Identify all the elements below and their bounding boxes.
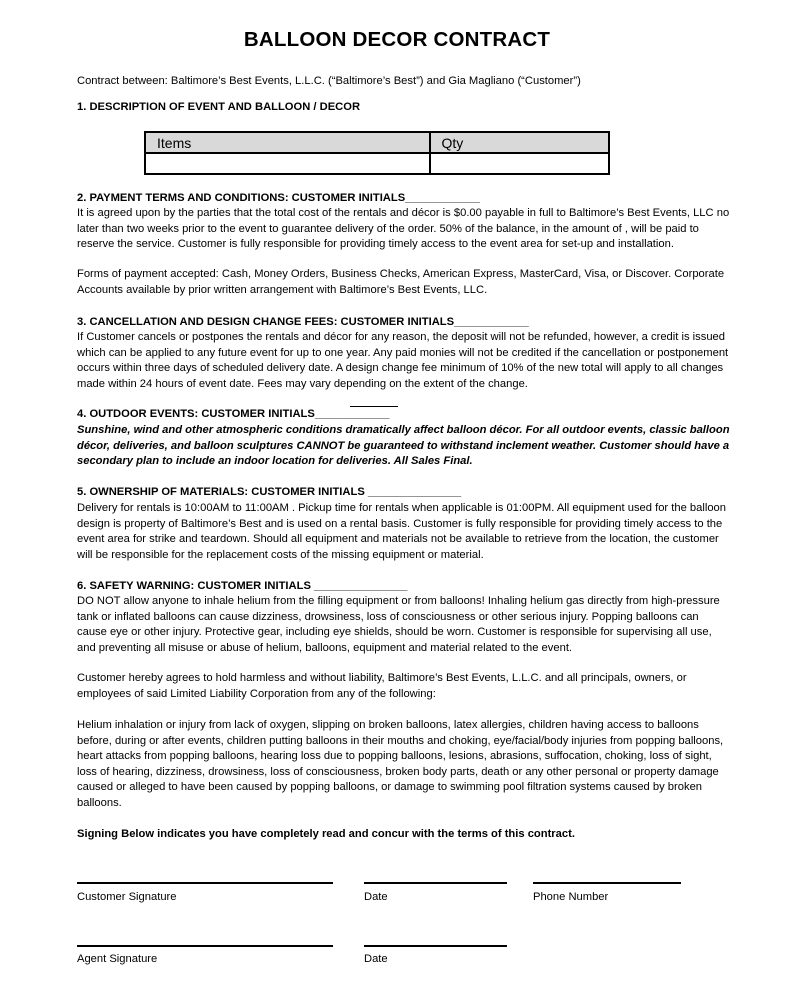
items-table-header-row	[145, 132, 609, 153]
customer-date-line	[364, 882, 507, 884]
customer-signature-label: Customer Signature	[77, 891, 177, 903]
section-3-heading: 3. CANCELLATION AND DESIGN CHANGE FEES: CUSTOMER INITIALS____________	[77, 316, 529, 328]
agent-signature-line	[77, 945, 333, 947]
liabilities-text: Helium inhalation or injury from lack of oxygen, slipping on broken balloons, latex allergies, children having access to balloons before, during or after events, children putting balloons in their mouths and choking, eye/facial/body injuries from popping balloons, heart attacks from popping balloons, hearing loss due to popping balloons, lesions, abrasions, suffocation, choking, loss of sight, loss of hearing, dizziness, drowsiness, loss of consciousness, broken body parts, death or any other personal or property damage caused or alleged to have been caused by popping balloons, or damage to swimming pool filtration systems caused by broken balloons.	[77, 719, 724, 809]
payment-forms-text: Forms of payment accepted: Cash, Money Orders, Business Checks, American Express, MasterCard, Visa, or Discover. Corporate Accounts available by prior written arrangement with Baltimore’s Best Events, LLC.	[77, 268, 725, 296]
table-row	[145, 153, 609, 174]
agent-signature-label: Agent Signature	[77, 953, 158, 965]
hold-harmless-text: Customer hereby agrees to hold harmless and without liability, Baltimore’s Best Events, L.L.C. and all principals, owners, or employees of said Limited Liability Corporation from any of the following:	[77, 672, 687, 700]
section-1-heading: 1. DESCRIPTION OF EVENT AND BALLOON / DECOR	[77, 101, 361, 113]
section-4-heading: 4. OUTDOOR EVENTS: CUSTOMER INITIALS____________	[77, 408, 390, 420]
phone-number-label: Phone Number	[533, 891, 609, 903]
qty-cell	[430, 153, 610, 174]
items-cell	[145, 153, 430, 174]
section-2-body: It is agreed upon by the parties that the total cost of the rentals and décor is $0.00 payable in full to Baltimore’s Best Events, LLC no later than two weeks prior to the event to guarantee delivery of the order. 50% of the balance, in the amount of , will be paid to reserve the service. Customer is fully responsible for providing timely access to the event area for set-up and installation.	[77, 207, 730, 251]
items-table	[144, 131, 610, 175]
contract-intro: Contract between: Baltimore’s Best Events, L.L.C. (“Baltimore’s Best”) and Gia Magliano (“Customer”)	[77, 75, 581, 87]
section-4-body: Sunshine, wind and other atmospheric conditions dramatically affect balloon décor. For all outdoor events, classic balloon décor, deliveries, and balloon sculptures CANNOT be guaranteed to withstand inclement weather. Customer should have a secondary plan to include an indoor location for deliveries. All Sales Final.	[77, 424, 730, 468]
section-6-heading: 6. SAFETY WARNING: CUSTOMER INITIALS _______________	[77, 580, 408, 592]
qty-header-cell: Qty	[430, 132, 610, 153]
section-5-heading: 5. OWNERSHIP OF MATERIALS: CUSTOMER INITIALS _______________	[77, 486, 462, 498]
section-6-body: DO NOT allow anyone to inhale helium from the filling equipment or from balloons! Inhaling helium gas directly from high-pressure tank or inflated balloons can cause dizziness, drowsiness, loss of consciousness or other serious injury. Popping balloons can cause eye or other injury. Protective gear, including eye shields, should be worn. Customer is responsible for supervising all use, and preventing all misuse or abuse of helium, balloons, equipment and material related to the event.	[77, 595, 720, 654]
customer-date-label: Date	[364, 891, 388, 903]
customer-signature-line	[77, 882, 333, 884]
agent-date-label: Date	[364, 953, 388, 965]
document-title: BALLOON DECOR CONTRACT	[243, 28, 551, 51]
phone-number-line	[533, 882, 681, 884]
signing-statement: Signing Below indicates you have completely read and concur with the terms of this contract.	[77, 828, 575, 840]
items-header-cell: Items	[145, 132, 430, 153]
agent-date-line	[364, 945, 507, 947]
section-2-heading: 2. PAYMENT TERMS AND CONDITIONS: CUSTOMER INITIALS____________	[77, 192, 480, 204]
section-5-body: Delivery for rentals is 10:00AM to 11:00AM . Pickup time for rentals when applicable is 01:00PM. All equipment used for the balloon design is property of Baltimore’s Best and is used on a rental basis. Customer is fully responsible for providing timely access to the event area for strike and teardown. Should all equipment and materials not be available to retrieve from the location, the customer will be responsible for the replacement costs of the missing equipment or material.	[77, 502, 727, 561]
section-3-body: If Customer cancels or postpones the rentals and décor for any reason, the deposit will not be refunded, however, a credit is issued which can be applied to any future event for up to one year. Any paid monies will not be credited if the cancellation or postponement occurs within three days of scheduled delivery date. A design change fee minimum of 10% of the new total will apply to all changes made within 24 hours of event date. Fees may vary depending on the extent of the change.	[77, 331, 729, 390]
